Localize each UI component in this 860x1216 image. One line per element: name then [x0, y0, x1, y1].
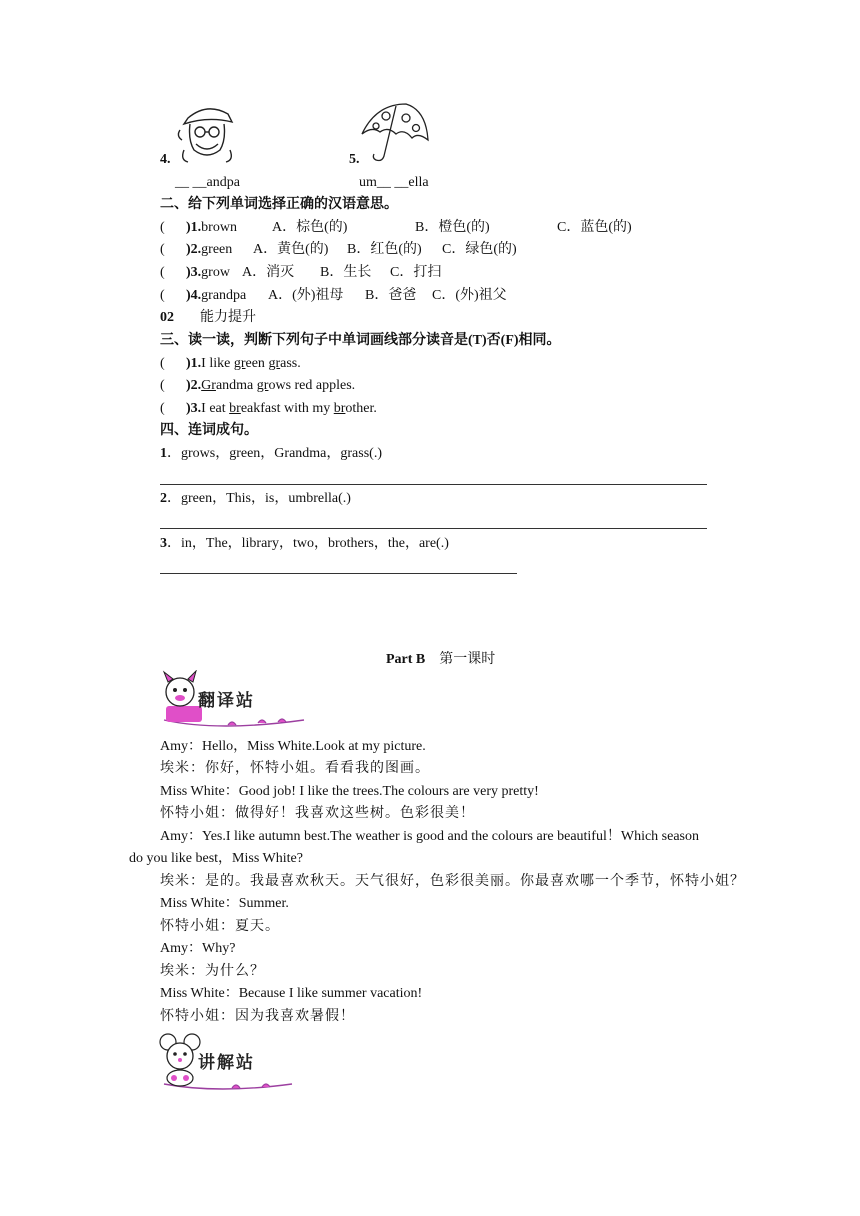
part-title: Part B 第一课时	[386, 652, 496, 667]
umbrella-icon	[356, 100, 432, 162]
dialogue-cn-5: 埃米：为什么？	[160, 964, 265, 979]
dialogue-en-3-cont: do you like best，Miss White?	[129, 851, 303, 866]
translation-banner-label: 翻译站	[198, 691, 255, 711]
grandpa-icon	[174, 100, 240, 164]
sentence-item-2: 2．green，This，is，umbrella(.)	[160, 491, 351, 506]
picture-number-4: 4.	[160, 152, 171, 167]
word-blank-5: um__ __ella	[359, 175, 429, 190]
choice-row-1: ( )1.brown A．棕色(的) B．橙色(的) C．蓝色(的)	[160, 220, 632, 235]
judge-row-1: ( )1.I like green grass.	[160, 356, 301, 371]
dialogue-cn-1: 埃米：你好，怀特小姐。看看我的图画。	[160, 761, 430, 776]
dialogue-en-2: Miss White：Good job! I like the trees.The colours are very pretty!	[160, 784, 539, 799]
dialogue-en-6: Miss White：Because I like summer vacation!	[160, 986, 423, 1001]
explanation-banner	[158, 1032, 308, 1092]
dialogue-cn-3: 埃米：是的。我最喜欢秋天。天气很好，色彩很美丽。你最喜欢哪一个季节，怀特小姐？	[160, 874, 745, 889]
answer-line-3[interactable]	[160, 573, 517, 574]
section2-heading: 二、给下列单词选择正确的汉语意思。	[160, 197, 398, 212]
choice-row-4: ( )4.grandpa A．(外)祖母 B．爸爸 C．(外)祖父	[160, 288, 507, 303]
answer-line-1[interactable]	[160, 484, 707, 485]
choice-row-2: ( )2.green A．黄色(的) B．红色(的) C．绿色(的)	[160, 242, 517, 257]
judge-row-3: ( )3.I eat breakfast with my brother.	[160, 401, 377, 416]
section4-heading: 四、连词成句。	[160, 423, 258, 438]
answer-line-2[interactable]	[160, 528, 707, 529]
dialogue-cn-2: 怀特小姐：做得好！我喜欢这些树。色彩很美！	[160, 806, 475, 821]
picture-number-5: 5.	[349, 152, 360, 167]
explanation-banner-label: 讲解站	[198, 1053, 255, 1073]
translation-banner	[158, 670, 308, 730]
dialogue-en-4: Miss White：Summer.	[160, 896, 289, 911]
dialogue-en-1: Amy：Hello，Miss White.Look at my picture.	[160, 739, 426, 754]
sentence-item-1: 1．grows，green，Grandma，grass(.)	[160, 446, 382, 461]
word-blank-4: __ __andpa	[175, 175, 240, 190]
dialogue-en-5: Amy：Why?	[160, 941, 236, 956]
dialogue-cn-4: 怀特小姐：夏天。	[160, 919, 280, 934]
level-label: 02 能力提升	[160, 310, 256, 325]
dialogue-en-3: Amy：Yes.I like autumn best.The weather is good and the colours are beautiful！Which season	[160, 829, 699, 844]
choice-row-3: ( )3.grow A．消灭 B．生长 C．打扫	[160, 265, 442, 280]
section3-heading: 三、读一读，判断下列句子中单词画线部分读音是(T)否(F)相同。	[160, 333, 561, 348]
dialogue-cn-6: 怀特小姐：因为我喜欢暑假！	[160, 1009, 355, 1024]
sentence-item-3: 3．in，The，library，two，brothers，the，are(.)	[160, 536, 449, 551]
judge-row-2: ( )2.Grandma grows red apples.	[160, 378, 356, 393]
